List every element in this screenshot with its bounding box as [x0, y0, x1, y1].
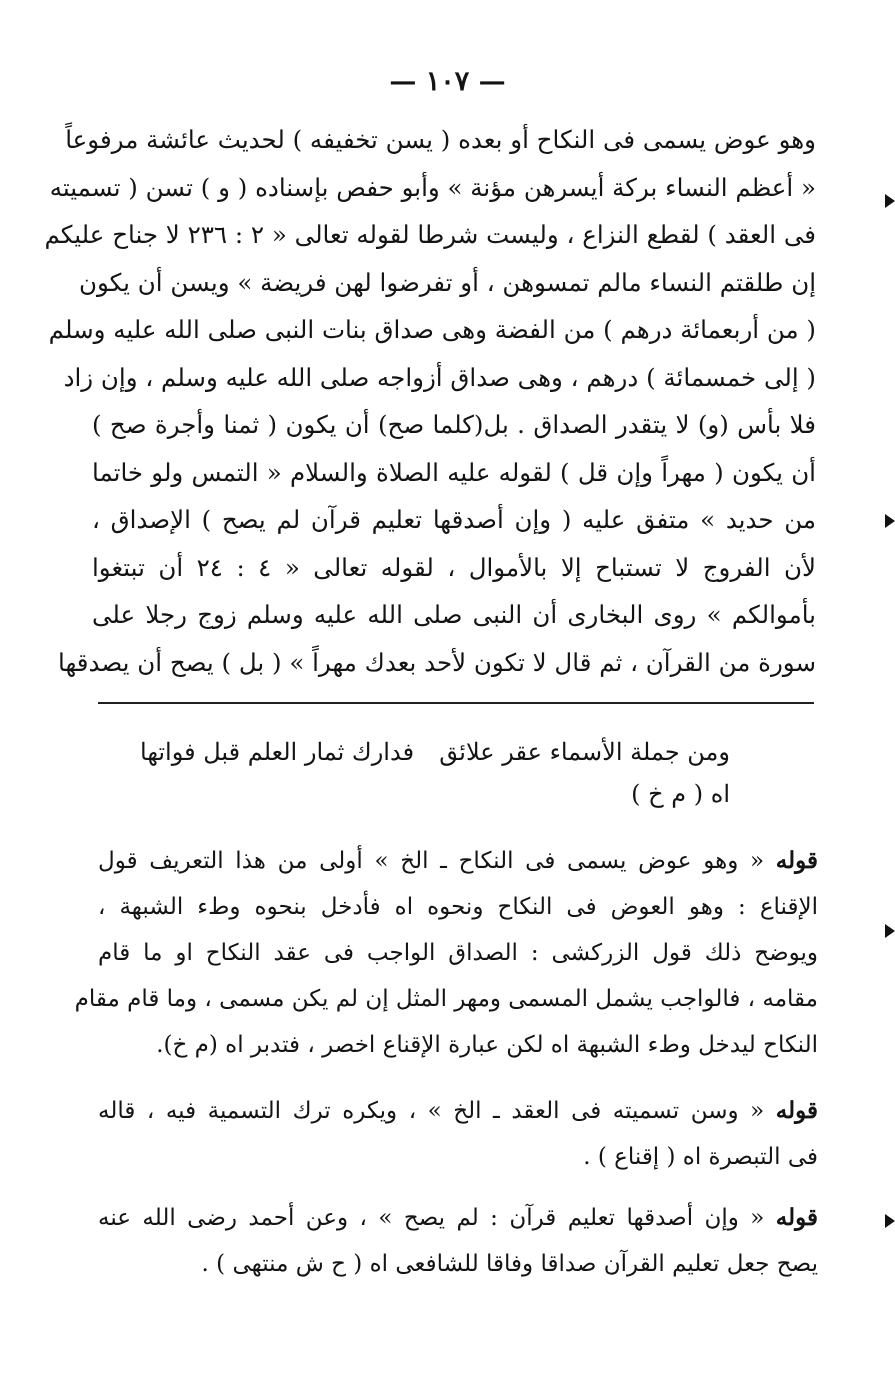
commentary-text: « وهو عوض يسمى فى النكاح ـ الخ » أولى من هذا التعريف قول — [98, 848, 765, 874]
main-text-line: « أعظم النساء بركة أيسرهن مؤنة » وأبو حفص بإسناده ( و ) تسن ( تسميته — [49, 172, 816, 202]
main-text-line: سورة من القرآن ، ثم قال لا تكون لأحد بعدك مهراً » ( بل ) يصح أن يصدقها — [58, 647, 816, 677]
margin-arrow-icon — [885, 194, 895, 208]
commentary-lead: قوله — [775, 1097, 818, 1124]
commentary-line: النكاح ليدخل وطء الشبهة اه لكن عبارة الإقناع اخصر ، فتدبر اه (م خ). — [156, 1032, 818, 1058]
main-text-line: لأن الفروج لا تستباح إلا بالأموال ، لقوله تعالى « ٤ : ٢٤ أن تبتغوا — [92, 552, 816, 582]
commentary-block — [98, 1195, 818, 1287]
main-text-line: فلا بأس (و) لا يتقدر الصداق . بل(كلما صح) أن يكون ( ثمنا وأجرة صح ) — [92, 410, 816, 439]
commentary-line: مقامه ، فالواجب يشمل المسمى ومهر المثل إن لم يكن مسمى ، وما قام مقام — [74, 986, 818, 1012]
commentary-lead: قوله — [775, 847, 819, 874]
commentary-line: فى التبصرة اه ( إقناع ) . — [583, 1144, 818, 1170]
main-text-line: ( إلى خمسمائة ) درهم ، وهى صداق أزواجه صلى الله عليه وسلم ، وإن زاد — [63, 362, 816, 392]
main-text-line: بأموالكم » روى البخارى أن النبى صلى الله عليه وسلم زوج رجلا على — [92, 600, 816, 629]
margin-arrow-icon — [885, 514, 895, 528]
margin-arrow-icon — [885, 924, 895, 938]
verse-hemistich-left: فدارك ثمار العلم قبل فواتها — [140, 738, 415, 766]
commentary-line — [98, 1088, 818, 1134]
main-text-line: من حديد » متفق عليه ( وإن أصدقها تعليم قرآن لم يصح ) الإصداق ، — [92, 505, 816, 534]
verse-source: اه ( م خ ) — [631, 780, 730, 808]
footnote-divider — [98, 702, 814, 704]
commentary-text: « وسن تسميته فى العقد ـ الخ » ، ويكره ترك التسمية فيه ، قاله — [98, 1098, 765, 1124]
commentary-line — [98, 1195, 818, 1241]
commentary-line: الإقناع : وهو العوض فى النكاح ونحوه اه فأدخل بنحوه وطء الشبهة ، — [98, 894, 818, 920]
main-text-line: ( من أربعمائة درهم ) من الفضة وهى صداق بنات النبى صلى الله عليه وسلم — [48, 315, 816, 344]
main-text-line: إن طلقتم النساء مالم تمسوهن ، أو تفرضوا لهن فريضة » ويسن أن يكون — [79, 267, 816, 297]
commentary-line — [98, 838, 818, 884]
main-text-line: فى العقد ) لقطع النزاع ، وليست شرطا لقوله تعالى « ٢ : ٢٣٦ لا جناح عليكم — [44, 220, 816, 249]
commentary-text: « وإن أصدقها تعليم قرآن : لم يصح » ، وعن أحمد رضى الله عنه — [98, 1205, 765, 1231]
main-text-line: أن يكون ( مهراً وإن قل ) لقوله عليه الصلاة والسلام « التمس ولو خاتما — [92, 457, 816, 487]
commentary-block — [74, 838, 819, 1068]
margin-arrow-icon — [885, 1214, 895, 1228]
commentary-block — [98, 1088, 818, 1180]
page-number: — ١٠٧ — — [389, 66, 506, 97]
footnote-verse — [140, 730, 730, 814]
commentary-line: يصح جعل تعليم القرآن صداقا وفاقا للشافعى اه ( ح ش منتهى ) . — [201, 1251, 818, 1277]
verse-hemistich-right: ومن جملة الأسماء عقر علائق — [439, 738, 730, 766]
main-text-line: وهو عوض يسمى فى النكاح أو بعده ( يسن تخفيفه ) لحديث عائشة مرفوعاً — [65, 125, 816, 154]
main-text — [44, 116, 816, 686]
commentary-lead: قوله — [775, 1204, 819, 1231]
commentary-line: ويوضح ذلك قول الزركشى : الصداق الواجب فى عقد النكاح او ما قام — [98, 940, 818, 966]
